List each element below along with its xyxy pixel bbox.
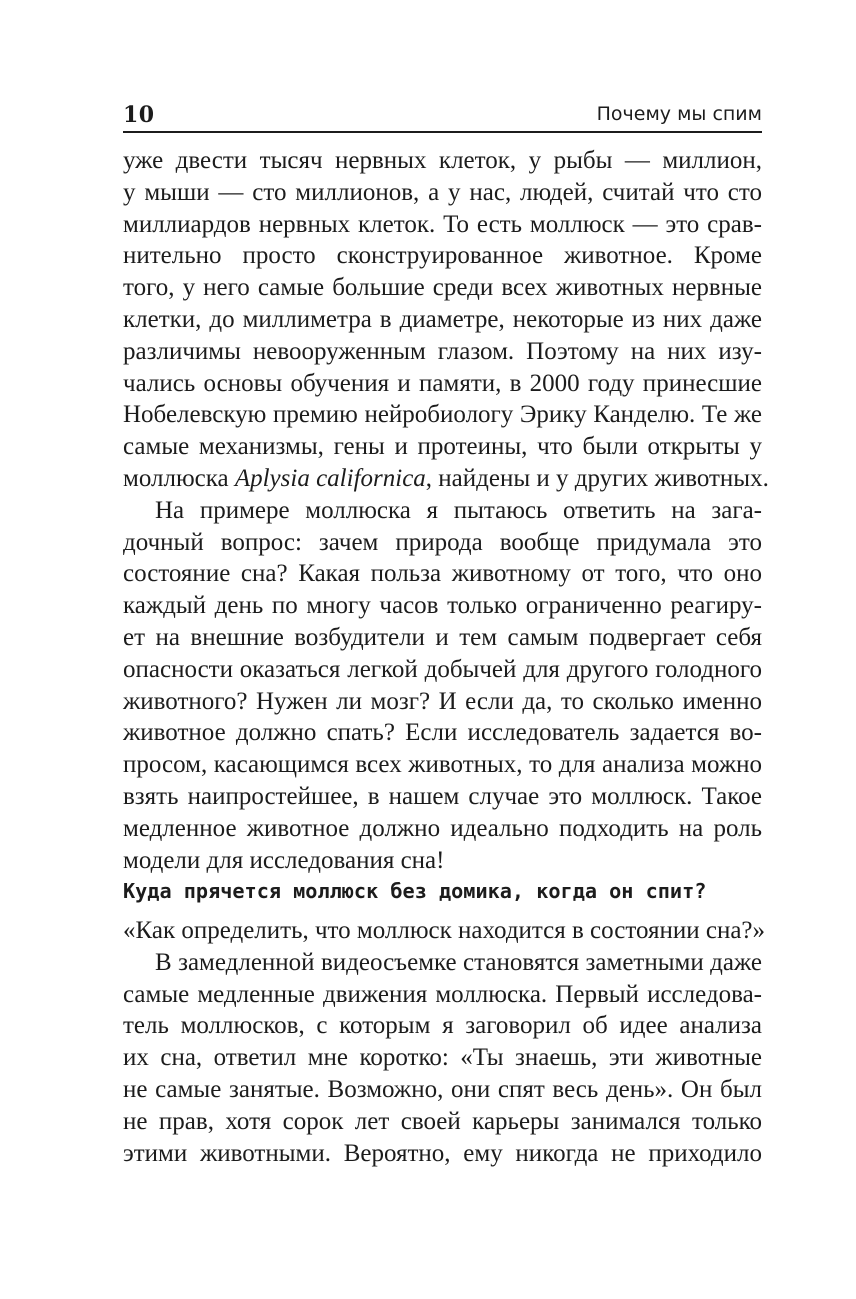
epigraph-quote [123, 915, 766, 947]
text-line: ет на внешние возбудители и тем самым подвергает себя [123, 623, 762, 651]
text-line: тель моллюсков, с которым я заговорил об идее анализа [123, 1012, 762, 1040]
paragraph-2 [123, 495, 762, 877]
page-number: 10 [123, 102, 155, 128]
main-text-block [123, 145, 769, 876]
paragraph-1 [123, 145, 769, 495]
text-line: самые механизмы, гены и протеины, что были открыты у [123, 433, 762, 461]
text-line: не самые занятые. Возможно, они спят весь день». Он был [123, 1075, 762, 1103]
text-fragment: моллюска [123, 464, 235, 492]
page-header [123, 98, 762, 133]
text-line: состояние сна? Какая польза животному от того, что оно [123, 560, 762, 588]
text-line: каждый день по многу часов только ограниченно реагиру- [123, 592, 762, 620]
text-line: дочный вопрос: зачем природа вообще придумала это [123, 528, 762, 556]
text-line: модели для исследования сна! [123, 846, 445, 874]
paragraph-3 [123, 947, 762, 1170]
text-fragment: , найдены и у других животных. [425, 464, 769, 492]
species-name: Aplysia californica [234, 464, 426, 492]
text-line: Нобелевскую премию нейробиологу Эрику Канделю. Те же [123, 401, 762, 429]
text-line: медленное животное должно идеально подходить на роль [123, 814, 762, 842]
text-line: их сна, ответил мне коротко: «Ты знаешь, эти животные [123, 1044, 762, 1072]
text-line: различимы невооруженным глазом. Поэтому на них изу- [123, 337, 762, 365]
text-line: у мыши — сто миллионов, а у нас, людей, считай что сто [123, 178, 762, 206]
text-line: На примере моллюска я пытаюсь ответить на зага- [155, 496, 762, 524]
running-title: Почему мы спим [596, 103, 762, 125]
text-line: самые медленные движения моллюска. Первый исследова- [123, 980, 762, 1008]
text-line: клетки, до миллиметра в диаметре, некоторые из них даже [123, 305, 762, 333]
text-line: просом, касающимся всех животных, то для анализа можно [123, 751, 762, 779]
text-line: чались основы обучения и памяти, в 2000 году принесшие [123, 369, 762, 397]
text-line: этими животными. Вероятно, ему никогда не приходило [123, 1139, 762, 1167]
text-line: опасности оказаться легкой добычей для другого голодного [123, 655, 762, 683]
quote-line: «Как определить, что моллюск находится в состоянии сна?» [123, 917, 766, 944]
text-line: нительно просто сконструированное животное. Кроме [123, 242, 762, 270]
text-line: животное должно спать? Если исследователь задается во- [123, 719, 762, 747]
section-heading: Куда прячется моллюск без домика, когда он спит? [123, 879, 707, 903]
text-line: не прав, хотя сорок лет своей карьеры занимался только [123, 1107, 762, 1135]
text-line: животного? Нужен ли мозг? И если да, то сколько именно [123, 687, 762, 715]
text-line-with-italic [123, 463, 769, 495]
text-line: взять наипростейшее, в нашем случае это моллюск. Такое [123, 782, 762, 810]
text-line: того, у него самые большие среди всех животных нервные [123, 274, 762, 302]
text-line: миллиардов нервных клеток. То есть моллюск — это срав- [123, 210, 762, 238]
text-line: В замедленной видеосъемке становятся заметными даже [155, 948, 762, 976]
text-line: уже двести тысяч нервных клеток, у рыбы — миллион, [123, 147, 762, 174]
section-text-block [123, 915, 766, 1169]
